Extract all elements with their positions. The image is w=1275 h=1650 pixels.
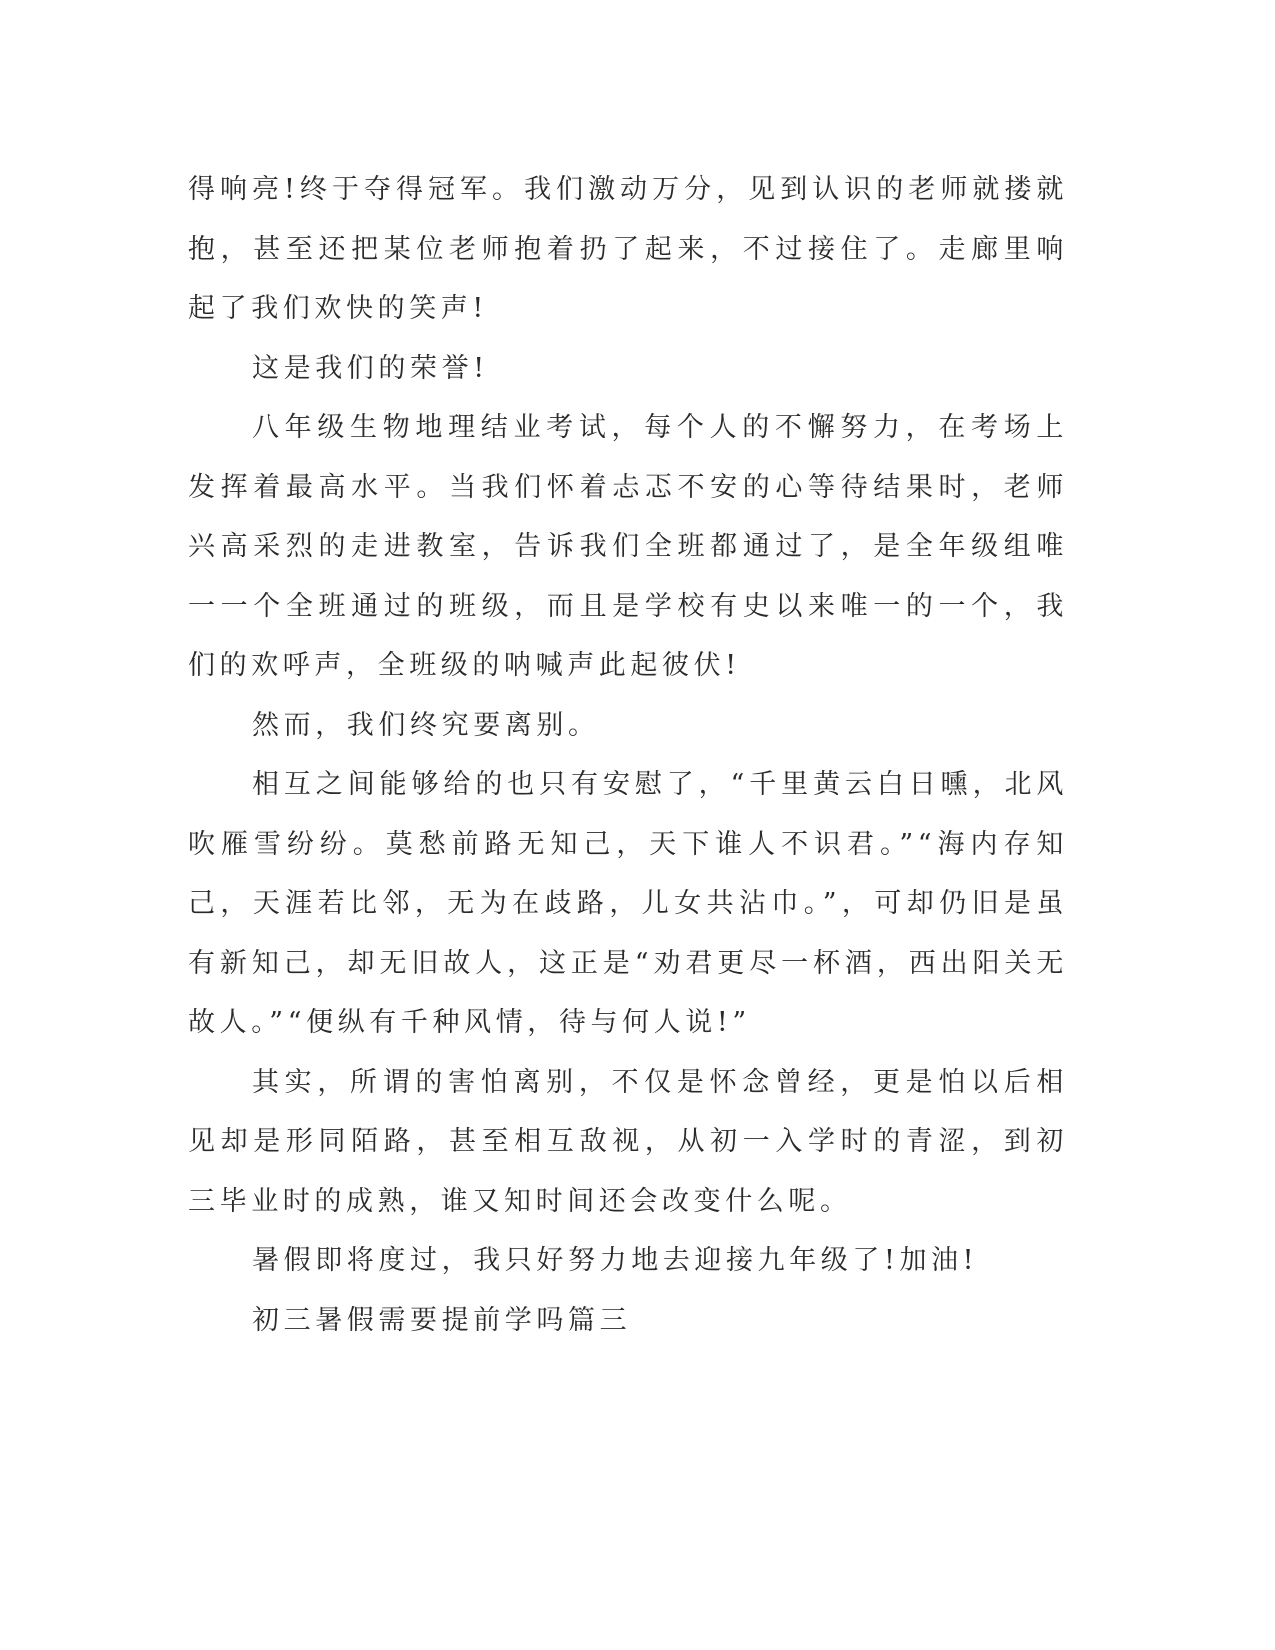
paragraph: 然而，我们终究要离别。 [252, 709, 600, 741]
paragraph: 八年级生物地理结业考试，每个人的不懈努力，在考场上发挥着最高水平。当我们怀着忐忑不安的心等待结果时，老师兴高采烈的走进教室，告诉我们全班都通过了，是全年级组唯一一个全班通过的班级，而且是学校有史以来唯一的一个，我们的欢呼声，全班级的呐喊声此起彼伏! [188, 412, 1068, 681]
paragraph: 暑假即将度过，我只好努力地去迎接九年级了!加油! [252, 1245, 979, 1276]
paragraph: 其实，所谓的害怕离别，不仅是怀念曾经，更是怕以后相见却是形同陌路，甚至相互敌视，从初一入学时的青涩，到初三毕业时的成熟，谁又知时间还会改变什么呢。 [188, 1066, 1068, 1217]
document-body [188, 160, 1068, 1350]
paragraph: 相互之间能够给的也只有安慰了，“千里黄云白日曛，北风吹雁雪纷纷。莫愁前路无知己，天下谁人不识君。”“海内存知己，天涯若比邻，无为在歧路，儿女共沾巾。”，可却仍旧是虽有新知己，却无旧故人，这正是“劝君更尽一杯酒，西出阳关无故人。”“便纵有千种风情，待与何人说!” [188, 769, 1068, 1038]
paragraph: 这是我们的荣誉! [252, 352, 489, 384]
section-heading: 初三暑假需要提前学吗篇三 [252, 1304, 632, 1336]
paragraph: 得响亮!终于夺得冠军。我们激动万分，见到认识的老师就搂就抱，甚至还把某位老师抱着扔了起来，不过接住了。走廊里响起了我们欢快的笑声! [188, 174, 1068, 324]
